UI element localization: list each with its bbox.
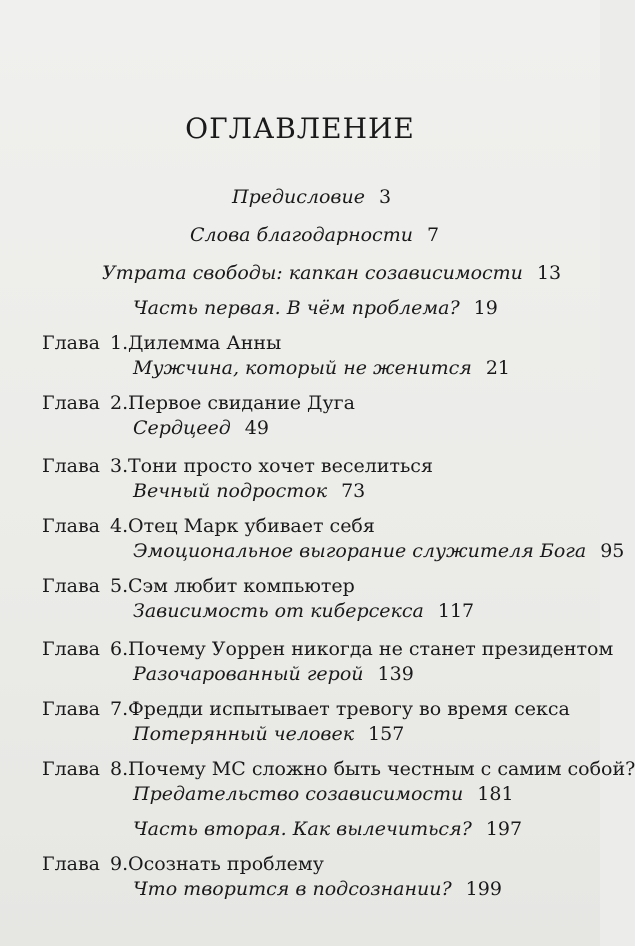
chapter-label: Глава [42,638,101,660]
chapter-subtitle: Предательство созависимости 181 [133,783,514,805]
chapter-number: 5. [110,575,129,597]
chapter-label: Глава [42,455,101,477]
chapter-number: 6. [110,638,129,660]
chapter-label: Глава [42,575,101,597]
chapter-label: Глава [42,515,101,537]
chapter-number: 3. [110,455,129,477]
chapter-subtitle: Мужчина, который не женится 21 [133,357,511,379]
bleed-through-texture [330,40,508,67]
chapter-subtitle: Эмоциональное выгорание служителя Бога 95 [133,540,625,562]
chapter-label: Глава [42,698,101,720]
chapter-label: Глава [42,758,101,780]
chapter-subtitle: Разочарованный герой 139 [133,663,414,685]
chapter-number: 2. [110,392,129,414]
chapter-title: Сэм любит компьютер [128,575,355,597]
chapter-title: Осознать проблему [128,853,324,875]
chapter-title: Дилемма Анны [128,332,282,354]
page-title: ОГЛАВЛЕНИЕ [185,112,415,145]
chapter-title: Тони просто хочет веселиться [128,455,433,477]
toc-entry-part-two: Часть вторая. Как вылечиться? 197 [133,818,523,840]
chapter-number: 8. [110,758,129,780]
toc-entry-preface: Предисловие 3 [232,186,392,208]
chapter-subtitle: Вечный подросток 73 [133,480,366,502]
chapter-title: Почему МС сложно быть честным с самим собой? [128,758,635,780]
chapter-subtitle: Сердцеед 49 [133,417,269,439]
chapter-subtitle: Что творится в подсознании? 199 [133,878,502,900]
chapter-number: 7. [110,698,129,720]
chapter-title: Отец Марк убивает себя [128,515,375,537]
chapter-title: Фредди испытывает тревогу во время секса [128,698,570,720]
chapter-number: 1. [110,332,129,354]
chapter-number: 9. [110,853,129,875]
chapter-number: 4. [110,515,129,537]
chapter-label: Глава [42,332,101,354]
chapter-title: Первое свидание Дуга [128,392,355,414]
toc-entry-part-one: Часть первая. В чём проблема? 19 [133,297,498,319]
toc-entry-acknowledgments: Слова благодарности 7 [190,224,440,246]
chapter-label: Глава [42,392,101,414]
chapter-label: Глава [42,853,101,875]
chapter-subtitle: Потерянный человек 157 [133,723,405,745]
chapter-title: Почему Уоррен никогда не станет президентом [128,638,614,660]
chapter-subtitle: Зависимость от киберсекса 117 [133,600,475,622]
toc-entry-introduction: Утрата свободы: капкан созависимости 13 [102,262,562,284]
